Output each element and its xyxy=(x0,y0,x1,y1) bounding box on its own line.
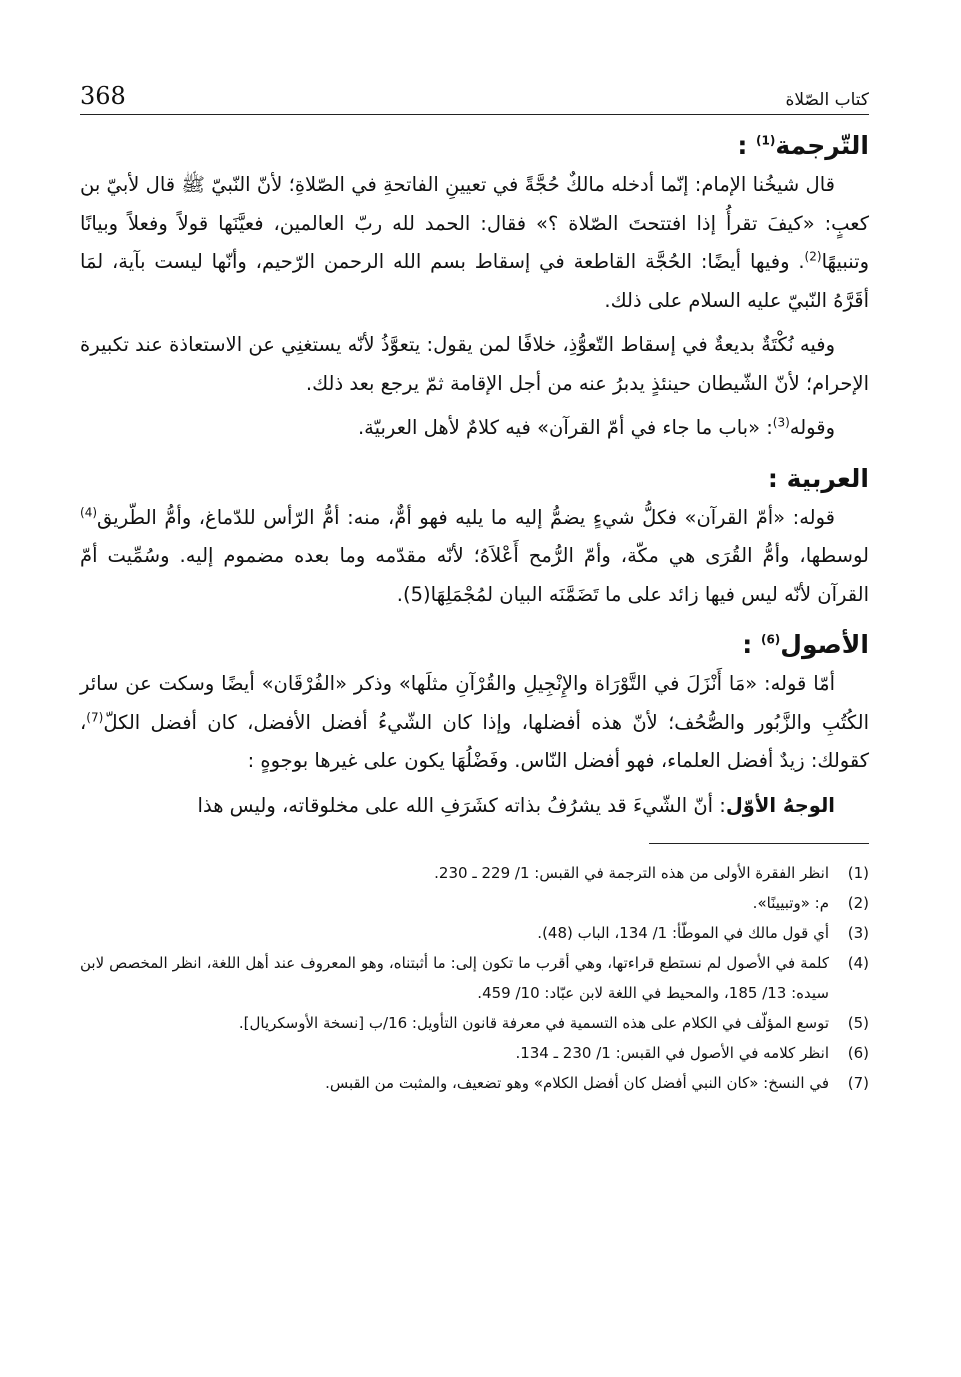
running-header xyxy=(80,70,869,115)
section-heading-arabiyya: العربية : xyxy=(767,463,869,493)
paragraph: قال شيخُنا الإمام: إنّما أدخله مالكٌ حُجَّةً في تعيينِ الفاتحةِ في الصّلاةِ؛ لأنّ النّبيّ ﷺ قال لأبيّ بن كعبٍ: «كيفَ تقرأُ إذا افتتحتَ الصّلاة ؟» فقال: الحمد لله ربّ العالمين، فعيَّنَها قولاً وفعلاً وبيانًا وتنبيهًا$^{(2)}$. وفيها أيضًا: الحُجَّة القاطعة في إسقاط بسم الله الرحمن الرّحيم، وأنّها ليست بآية، لمَا أقَرَّهُ النّبيّ عليه السلام على ذلك. xyxy=(80,173,869,312)
footnote: (3) أي قول مالك في الموطّأ: 1/ 134، الباب (48). xyxy=(537,924,869,942)
paragraph: قوله: «أمّ القرآن» فكلُّ شيءٍ يضمُّ إليه ما يليه فهو أمٌّ، منه: أمُّ الرّأس للدّماغ، وأمُّ الطّريق$^{(4)}$ لوسطها، وأمُّ القُرَى هي مكّة، وأمّ الرُّمح أَعْلاَهُ؛ لأنّه مقدّمه وما بعده مضموم إليه. وسُمِّيت أمّ القرآن لأنّه ليس فيها زائد على ما تَضَمَّنَه البيان لمُجْمَلِهَا(5). xyxy=(80,505,869,606)
paragraph: الوجهُ الأوّل: أنّ الشّيءَ قد يشرُفُ بذاته كشَرَفِ الله على مخلوقاته، وليس هذا xyxy=(197,793,835,817)
section-heading-usul: الأصول$^{(6)}$ : xyxy=(742,630,869,659)
footnote: (6) انظر كلامه في الأصول في القبس: 1/ 230 ـ 134. xyxy=(515,1044,869,1062)
main-text xyxy=(80,131,869,825)
footnote-divider xyxy=(649,843,869,844)
footnote: (5) توسع المؤلّف في الكلام على هذه التسمية في معرفة قانون التأويل: 16/ب [نسخة الأوسكريال]. xyxy=(238,1014,869,1032)
section-heading-tarjama: التّرجمة$^{(1)}$ : xyxy=(737,131,869,160)
book-title: كتاب الصّلاة xyxy=(785,90,869,110)
paragraph: أمّا قوله: «مَا أَنْزَلَ في التَّوْرَاة والإِنْجِيلِ والقُرْآنِ مثلَها» وذكر «الفُرْقَان» أيضًا وسكت عن سائر الكُتُبِ والزَّبُور والصُّحُف؛ لأنّ هذه أفضلها، وإذا كان الشّيءُ أفضل الأفضل، كان أفضل الكلّ$^{(7)}$، كقولك: زيدٌ أفضل العلماء، فهو أفضل النّاس. وفَضْلُهَا يكون على غيرها بوجوهٍ : xyxy=(80,672,869,772)
paragraph: وقوله$^{(3)}$: «باب ما جاء في أمّ القرآن» فيه كلامٌ لأهل العربيّة. xyxy=(357,415,835,439)
footnote: (2) م: «وتبيينًا». xyxy=(752,894,869,912)
paragraph: وفيه نُكْتَةٌ بديعةٌ في إسقاط التّعوُّذِ، خلافًا لمن يقول: يتعوَّذُ لأنّه يستغنِي عن الاستعاذة عند تكبيرة الإحرام؛ لأنّ الشّيطان حينئذٍ يدبرُ عنه من أجل الإقامة ثمّ يرجع بعد ذلك. xyxy=(80,333,869,395)
footnote: (4) كلمة في الأصول لم نستطع قراءتها، وهي أقرب ما تكون إلى: ما أثبتناه، وهو المعروف عند أهل اللغة، انظر المخصص لابن سيده: 13/ 185، والمحيط في اللغة لابن عبّاد: 10/ 459. xyxy=(80,954,869,1002)
footnote: (7) في النسخ: «كان النبي أفضل كان أفضل الكلام» وهو تضعيف، والمثبت من القبس. xyxy=(325,1074,869,1092)
footnotes xyxy=(80,858,869,1098)
footnote: (1) انظر الفقرة الأولى من هذه الترجمة في القبس: 1/ 229 ـ 230. xyxy=(434,864,869,882)
page-number: 368 xyxy=(80,82,126,110)
